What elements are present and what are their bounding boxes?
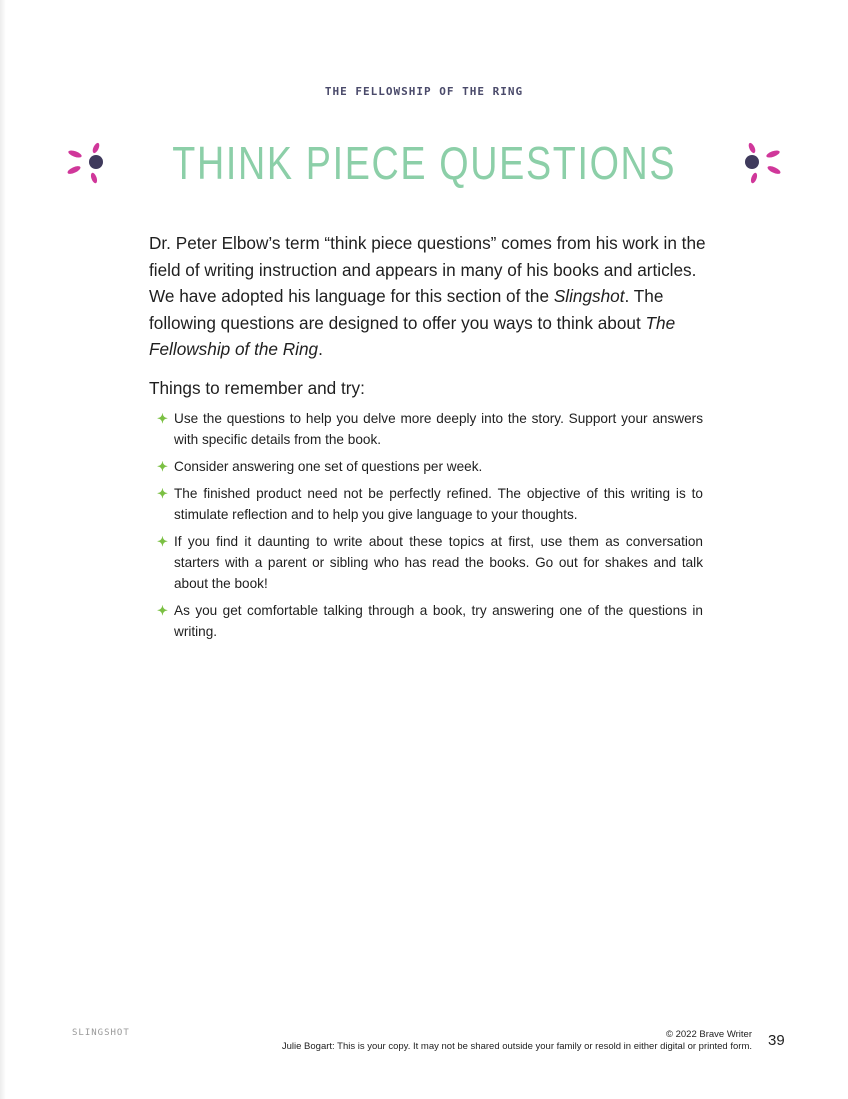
things-heading: Things to remember and try: — [149, 378, 365, 398]
flower-icon — [743, 138, 787, 188]
page-number: 39 — [768, 1032, 785, 1049]
intro-italic-slingshot: Slingshot — [553, 286, 625, 307]
intro-text-1: Dr. Peter Elbow’s term “think piece questions” comes from his work in the field of writing instruction and appears in many of his books and articles. We have adopted his language for this section of the — [149, 233, 706, 307]
page-title: THINK PIECE QUESTIONS — [172, 137, 676, 189]
bullet-icon: ✦ — [157, 411, 168, 426]
intro-text-2: . The following questions are designed to offer you ways to think about — [149, 286, 664, 333]
tip-text: The finished product need not be perfectly refined. The objective of this writing is to stimulate reflection and to help you give language to your thoughts. — [174, 486, 703, 522]
license-line: Julie Bogart: This is your copy. It may not be shared outside your family or resold in either digital or printed form. — [281, 1041, 752, 1052]
list-item — [157, 456, 703, 477]
intro-paragraph — [149, 230, 709, 363]
tip-text: Use the questions to help you delve more deeply into the story. Support your answers with specific details from the book. — [174, 411, 703, 447]
running-head: THE FELLOWSHIP OF THE RING — [324, 85, 524, 98]
bullet-icon: ✦ — [157, 603, 168, 618]
footer-copyright — [282, 1029, 752, 1053]
tip-text: If you find it daunting to write about these topics at first, use them as conversation starters with a parent or sibling who has read the books. Go out for shakes and talk about the book! — [174, 534, 703, 591]
title-row — [0, 132, 848, 194]
intro-italic-book-title: The Fellowship of the Ring — [149, 312, 676, 360]
tip-text: As you get comfortable talking through a book, try answering one of the questions in writing. — [174, 603, 703, 639]
tip-text: Consider answering one set of questions per week. — [174, 459, 483, 474]
list-item — [157, 600, 703, 642]
bullet-icon: ✦ — [157, 534, 168, 549]
list-item — [157, 483, 703, 525]
flower-icon — [61, 138, 105, 188]
list-item — [157, 531, 703, 594]
intro-text-3: . — [318, 339, 323, 360]
bullet-icon: ✦ — [157, 459, 168, 474]
copyright-line: © 2022 Brave Writer — [665, 1029, 752, 1040]
tips-list — [157, 408, 703, 648]
footer-brand-logo: SLINGSHOT — [72, 1028, 130, 1038]
bullet-icon: ✦ — [157, 486, 168, 501]
list-item — [157, 408, 703, 450]
